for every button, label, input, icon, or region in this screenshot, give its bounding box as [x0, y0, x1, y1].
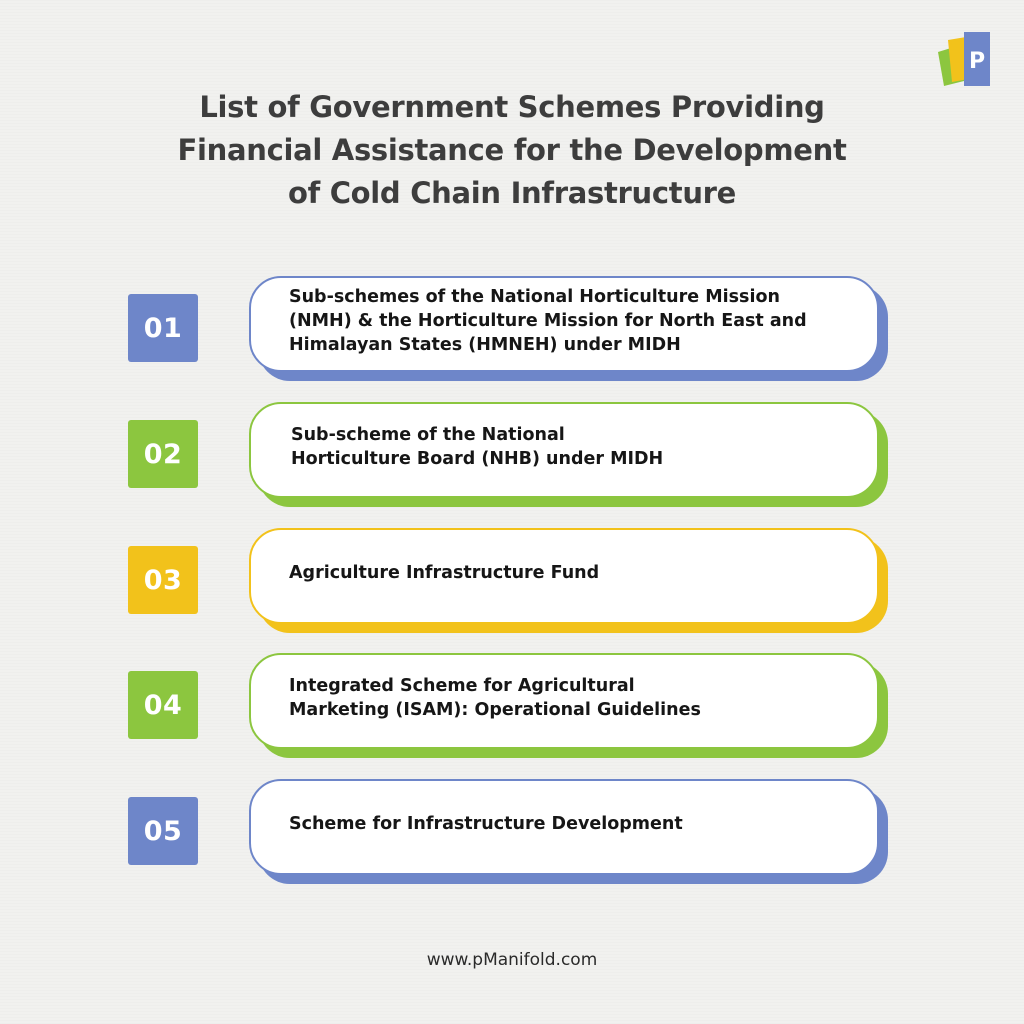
number-badge: 01: [128, 294, 198, 362]
number-badge: 05: [128, 797, 198, 865]
scheme-text: Integrated Scheme for Agricultural Marketing (ISAM): Operational Guidelines: [289, 676, 701, 720]
number-badge: 03: [128, 546, 198, 614]
logo-letter: P: [968, 49, 986, 74]
title-line-3: of Cold Chain Infrastructure: [287, 176, 737, 210]
scheme-card: [249, 528, 879, 624]
scheme-card: [249, 402, 879, 498]
title-line-2: Financial Assistance for the Development: [177, 133, 847, 167]
scheme-text: Sub-scheme of the National Horticulture Board (NHB) under MIDH: [291, 425, 664, 469]
scheme-card: [249, 276, 879, 372]
scheme-card: [249, 653, 879, 749]
title-line-1: List of Government Schemes Providing: [199, 90, 825, 124]
scheme-card: [249, 779, 879, 875]
website-url: www.pManifold.com: [426, 950, 598, 970]
scheme-text: Agriculture Infrastructure Fund: [289, 563, 600, 583]
scheme-text: Sub-schemes of the National Horticulture Mission (NMH) & the Horticulture Mission for North East and Himalayan States (HMNEH) under MIDH: [289, 287, 807, 355]
number-badge: 04: [128, 671, 198, 739]
number-badge: 02: [128, 420, 198, 488]
scheme-text: Scheme for Infrastructure Development: [289, 814, 683, 834]
